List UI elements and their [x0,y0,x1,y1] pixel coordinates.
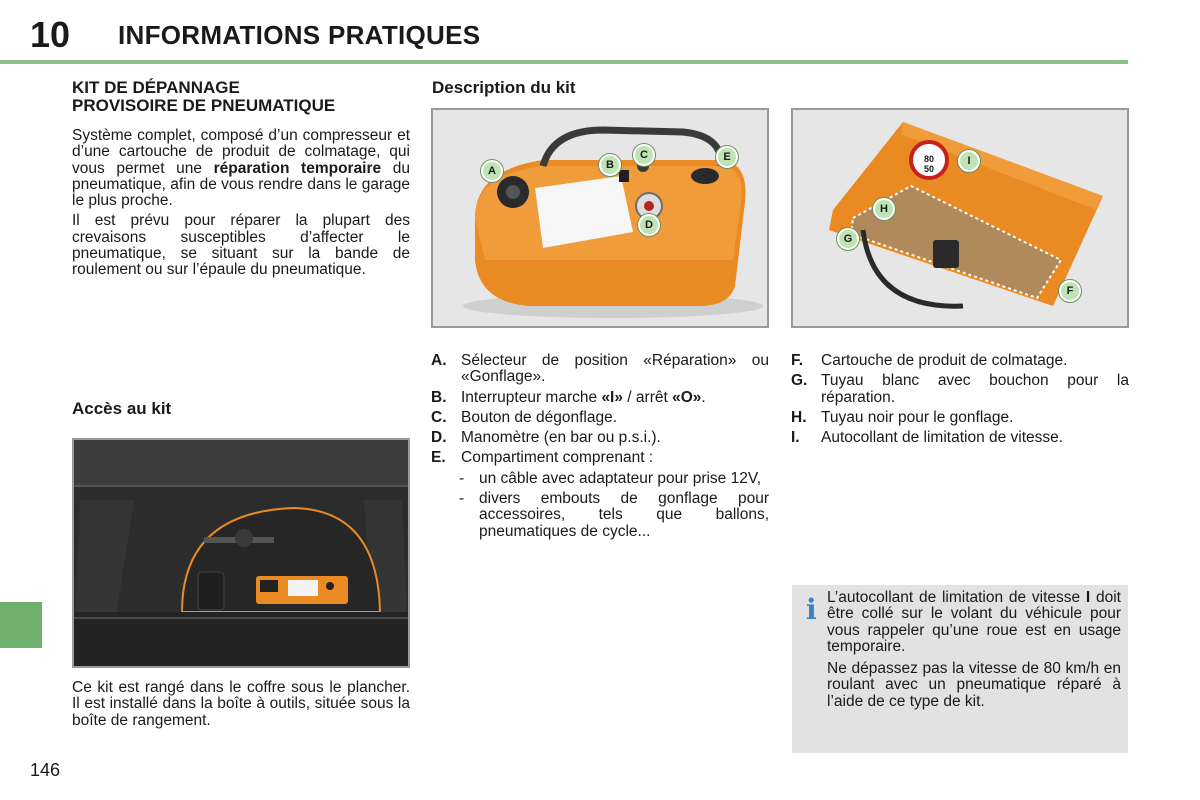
speed-sign-50: 50 [923,164,934,174]
compressor-top-image [431,108,769,328]
kit-section [72,79,410,279]
compressor-bottom-image [791,108,1129,328]
callout-f: F [1059,280,1081,302]
legend-list-right [791,353,1129,450]
kit-intro-para2: Il est prévu pour réparer la plupart des crevaisons susceptibles d’affecter le pneumatique, se situant sur la bande de roulement ou sur l’épaule du pneumatique. [72,212,410,279]
kit-section-title [72,79,410,115]
callout-d: D [638,214,660,236]
speed-sign-80: 80 [923,154,934,164]
list-item: A. Sélecteur de position «Réparation» ou «Gonflage». [431,352,769,386]
chapter-side-tab [0,602,42,648]
info-text [827,590,1121,710]
sub-list-item: - divers embouts de gonflage pour accessoires, tels que ballons, pneumatiques de cycle... [459,490,769,540]
trunk-illustration [74,440,408,666]
callout-c: C [633,144,655,166]
list-item: B. Interrupteur marche «I» / arrêt «O». [431,388,706,406]
list-item: F. Cartouche de produit de colmatage. [791,352,1068,369]
kit-title-line1: KIT DE DÉPANNAGE [72,78,240,97]
callout-g: G [837,228,859,250]
emphasis-repair: réparation temporaire [213,159,382,177]
list-item: D. Manomètre (en bar ou p.s.i.). [431,429,661,447]
list-item: H. Tuyau noir pour le gonflage. [791,408,1014,426]
access-caption: Ce kit est rangé dans le coffre sous le plancher. Il est installé dans la boîte à outils, située sous la boîte de rangement. [72,679,410,729]
kit-title-line2: PROVISOIRE DE PNEUMATIQUE [72,96,336,115]
callout-h: H [873,198,895,220]
list-item: G. Tuyau blanc avec bouchon pour la réparation. [791,372,1129,406]
kit-intro-para1: Système complet, composé d’un compresseur et d’une cartouche de produit de colmatage, qui vous permet une réparation temporaire du pneumatique, afin de vous rendre dans le garage le plus proche. [72,127,410,210]
kit-intro-text [72,128,410,279]
list-item: I. Autocollant de limitation de vitesse. [791,429,1064,447]
chapter-number: 10 [30,14,71,55]
info-icon: i [806,593,817,626]
callout-i: I [958,150,980,172]
callout-b: B [599,154,621,176]
info-para1: L’autocollant de limitation de vitesse I doit être collé sur le volant du véhicule pour vous rappeler qu’une roue est en usage temporaire. [827,589,1121,655]
trunk-image [72,438,410,668]
callout-a: A [481,160,503,182]
info-para2: Ne dépassez pas la vitesse de 80 km/h en roulant avec un pneumatique réparé à l’aide de ce type de kit. [827,660,1121,710]
description-title: Description du kit [432,78,576,97]
access-section-title: Accès au kit [72,399,172,418]
sub-list-item: - un câble avec adaptateur pour prise 12V, [459,469,762,487]
page-number: 146 [30,760,61,780]
compressor-top-illustration [433,110,767,326]
callout-e: E [716,146,738,168]
header-rule [0,60,1128,64]
chapter-title: INFORMATIONS PRATIQUES [118,20,481,50]
legend-list-left [431,353,769,544]
speed-sign-text [919,154,939,174]
list-item: C. Bouton de dégonflage. [431,408,617,426]
list-item: E. Compartiment comprenant : [431,449,654,467]
